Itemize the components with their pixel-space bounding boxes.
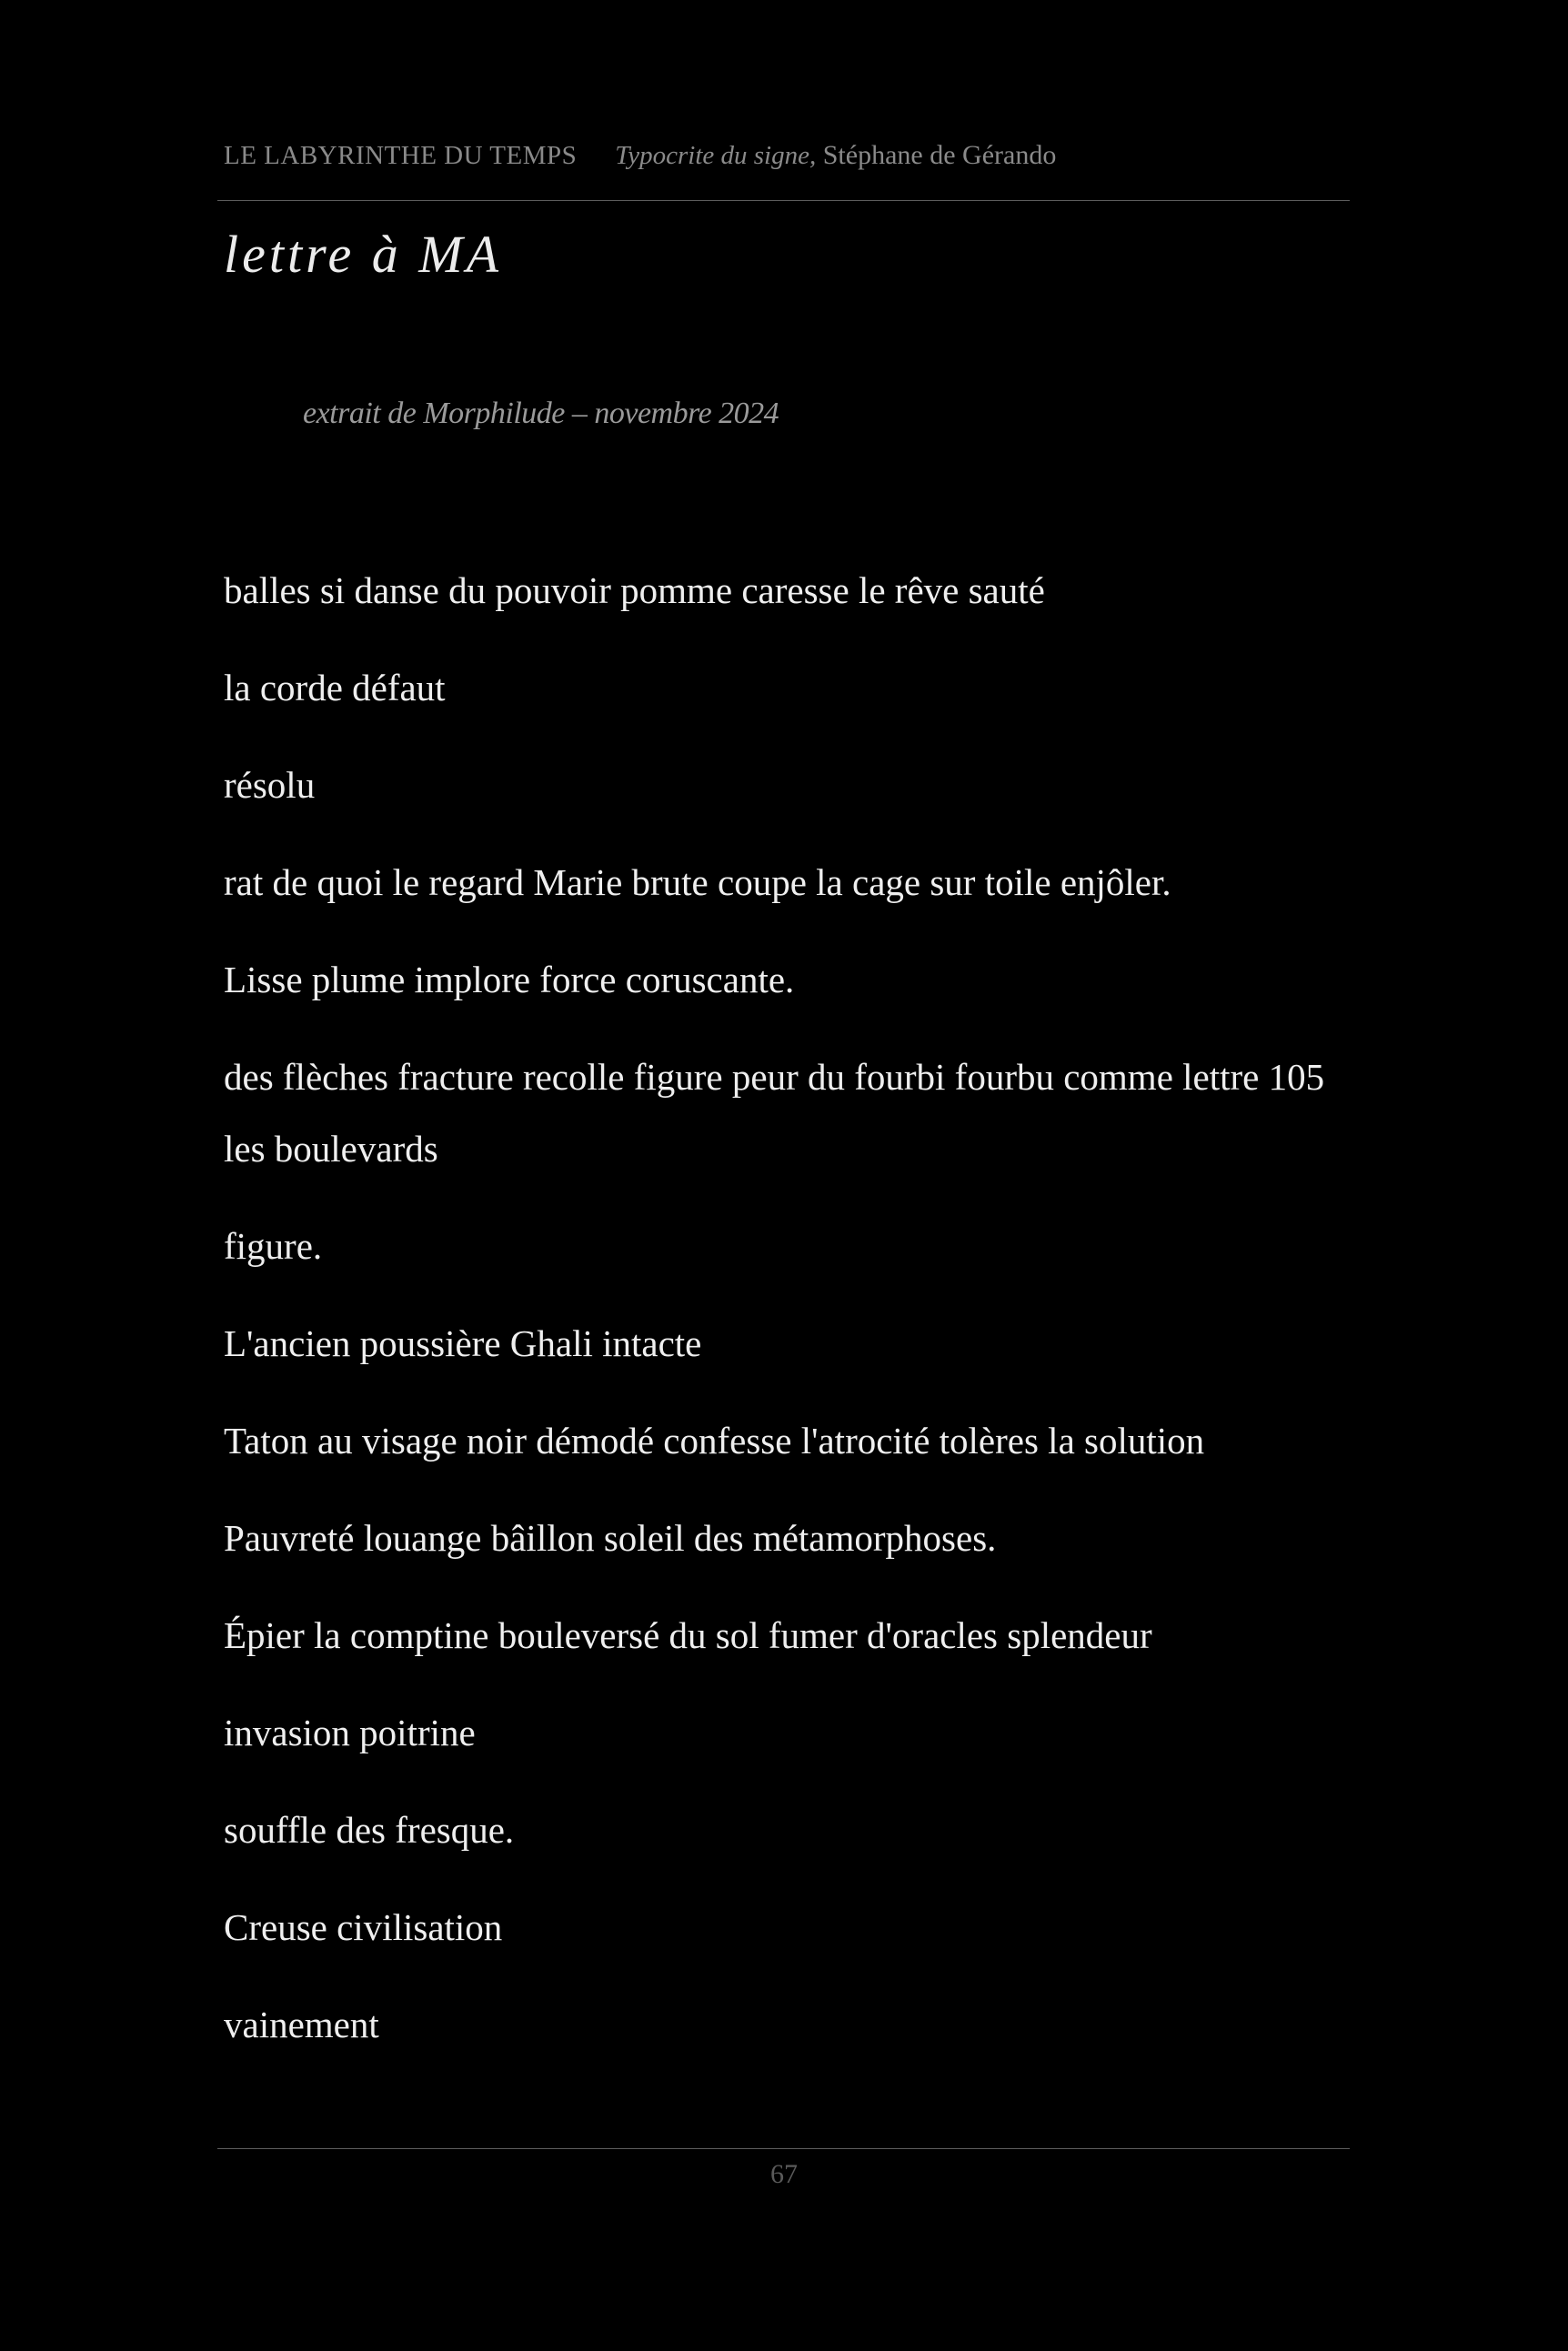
- poem-line: des flèches fracture recolle figure peur du fourbi fourbu comme lettre 105 les boulevards: [224, 1056, 1325, 1170]
- header-rule: [217, 200, 1350, 201]
- poem-title: lettre à MA: [224, 225, 502, 284]
- poem-line: Épier la comptine bouleversé du sol fumer d'oracles splendeur: [224, 1614, 1152, 1656]
- poem-line: figure.: [224, 1225, 323, 1267]
- poem-line: Lisse plume implore force coruscante.: [224, 959, 795, 1000]
- poem-line: L'ancien poussière Ghali intacte: [224, 1322, 702, 1364]
- poem-line: Creuse civilisation: [224, 1906, 503, 1948]
- poem-body: [224, 555, 1352, 2086]
- author-name: Stéphane de Gérando: [822, 140, 1057, 170]
- poem-line: vainement: [224, 2004, 379, 2045]
- poem-line: résolu: [224, 764, 316, 806]
- poem-line: la corde défaut: [224, 667, 446, 708]
- book-title: LE LABYRINTHE DU TEMPS: [224, 141, 578, 170]
- running-header: [224, 136, 1352, 175]
- work-title: Typocrite du signe,: [615, 141, 817, 170]
- poem-line: Pauvreté louange bâillon soleil des métamorphoses.: [224, 1517, 997, 1559]
- poem-line: Taton au visage noir démodé confesse l'atrocité tolères la solution: [224, 1420, 1205, 1462]
- page-number: 67: [770, 2159, 798, 2189]
- poem-epigraph: extrait de Morphilude – novembre 2024: [303, 397, 779, 430]
- footer-rule: [217, 2148, 1350, 2149]
- poem-line: rat de quoi le regard Marie brute coupe la cage sur toile enjôler.: [224, 861, 1171, 903]
- poem-line: souffle des fresque.: [224, 1809, 515, 1851]
- poem-line: invasion poitrine: [224, 1712, 476, 1753]
- poem-line: balles si danse du pouvoir pomme caresse le rêve sauté: [224, 569, 1045, 611]
